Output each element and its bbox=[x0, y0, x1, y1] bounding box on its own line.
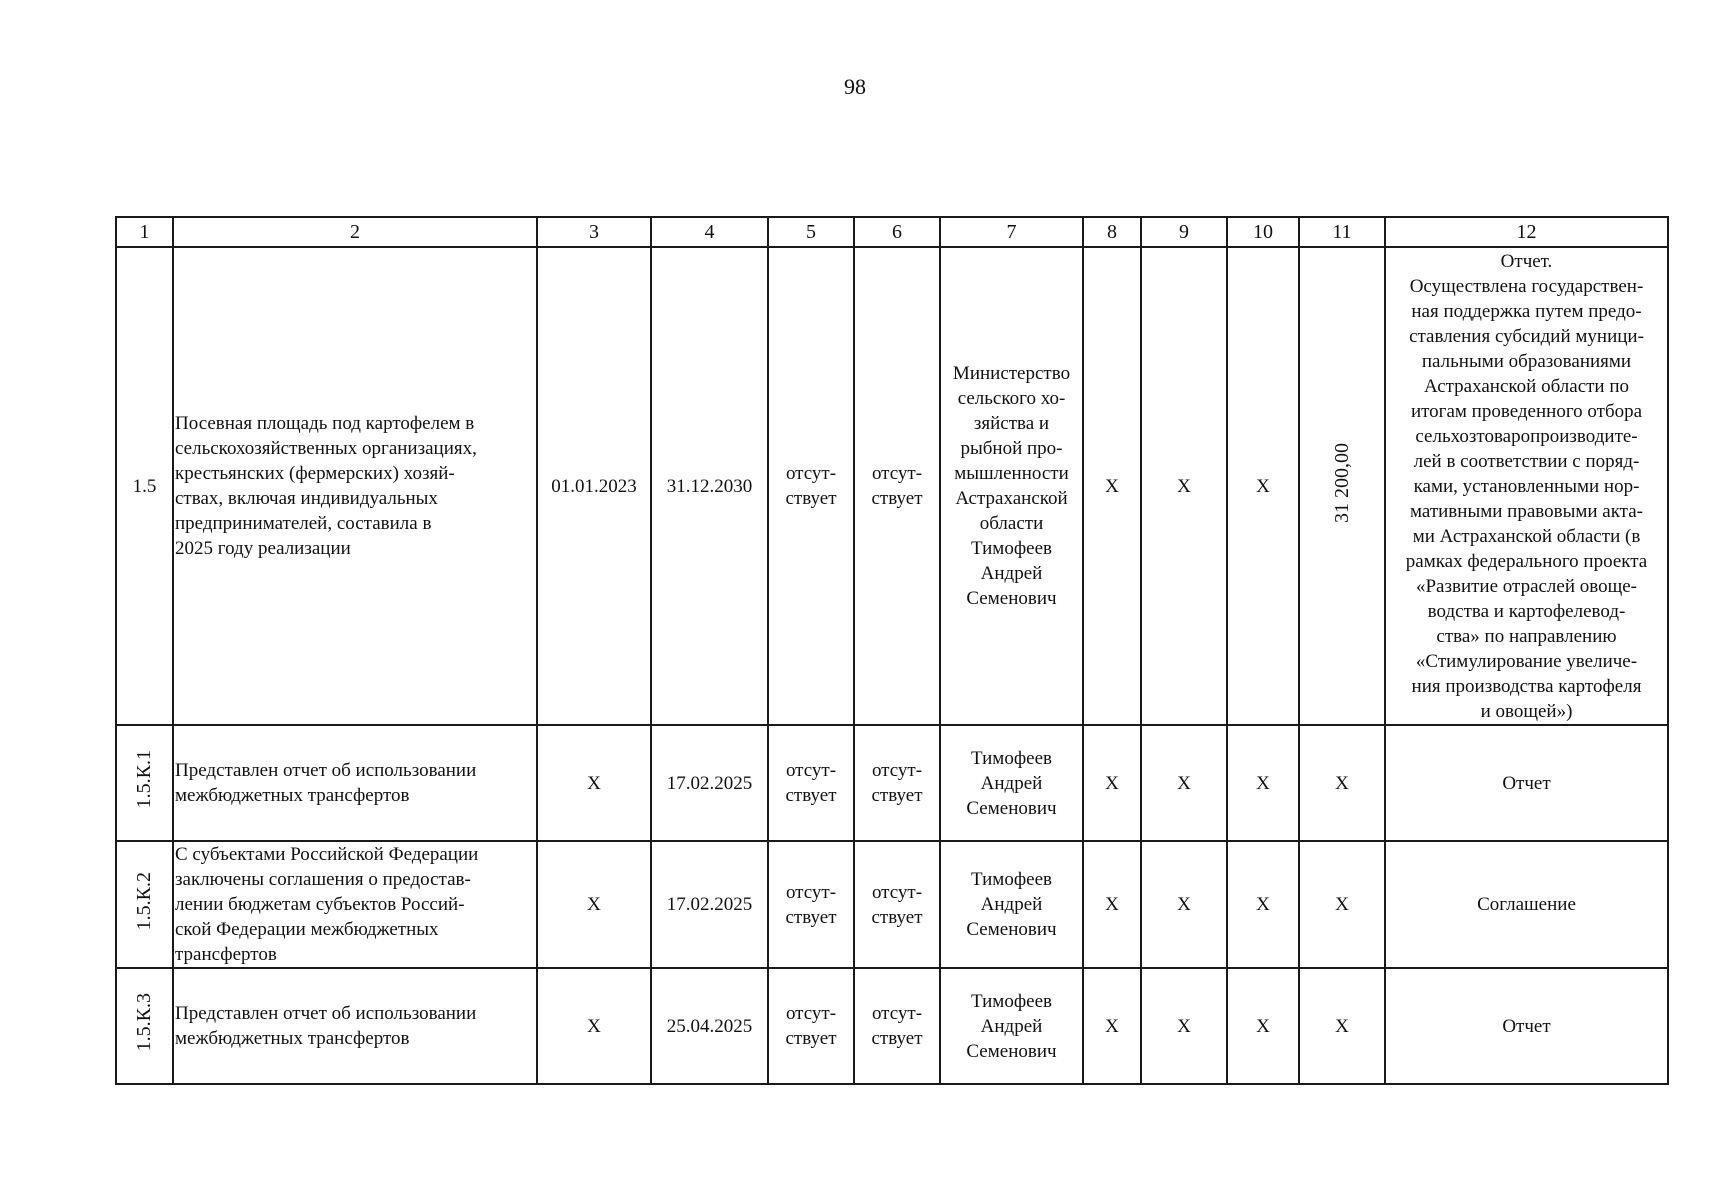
row-end-date: 25.04.2025 bbox=[651, 968, 768, 1084]
row-col9: X bbox=[1141, 725, 1227, 841]
row-col11: X bbox=[1299, 725, 1385, 841]
row-code-cell bbox=[116, 725, 173, 841]
row-responsible: Министерство сельского хо- зяйства и рыбной про- мышленности Астраханской области Тимофеев Андрей Семенович bbox=[940, 247, 1083, 725]
row-col6: отсут- ствует bbox=[854, 247, 940, 725]
row-description: Посевная площадь под картофелем в сельскохозяйственных организациях, крестьянских (фермерских) хозяй- ствах, включая индивидуальных предпринимателей, составила в 2025 году реализации bbox=[173, 247, 537, 725]
row-col9: X bbox=[1141, 247, 1227, 725]
row-end-date: 17.02.2025 bbox=[651, 841, 768, 968]
row-amount: 31 200,00 bbox=[1330, 442, 1353, 523]
row-col9: X bbox=[1141, 968, 1227, 1084]
row-code: 1.5.К.1 bbox=[133, 750, 155, 809]
row-col5: отсут- ствует bbox=[768, 247, 854, 725]
header-cell: 9 bbox=[1141, 217, 1227, 247]
row-col6: отсут- ствует bbox=[854, 725, 940, 841]
row-description: Представлен отчет об использовании межбюджетных трансфертов bbox=[173, 968, 537, 1084]
header-cell: 11 bbox=[1299, 217, 1385, 247]
header-row bbox=[116, 217, 1668, 247]
header-cell: 5 bbox=[768, 217, 854, 247]
table-row bbox=[116, 725, 1668, 841]
row-description: Представлен отчет об использовании межбюджетных трансфертов bbox=[173, 725, 537, 841]
row-description: С субъектами Российской Федерации заключены соглашения о предостав- лении бюджетам субъектов Россий- ской Федерации межбюджетных трансфертов bbox=[173, 841, 537, 968]
row-col10: X bbox=[1227, 841, 1299, 968]
row-col8: X bbox=[1083, 968, 1141, 1084]
row-code-cell bbox=[116, 968, 173, 1084]
row-result: Отчет. Осуществлена государствен- ная поддержка путем предо- ставления субсидий муници- пальными образованиями Астраханской области по итогам проведенного отбора сельхозтоваропроизводите- лей в соответствии с поряд- ками, установленными нор- мативными правовыми акта- ми Астраханской области (в рамках федерального проекта «Развитие отраслей овоще- водства и картофелевод- ства» по направлению «Стимулирование увеличе- ния производства картофеля и овощей») bbox=[1385, 247, 1668, 725]
row-result: Соглашение bbox=[1385, 841, 1668, 968]
row-code-cell bbox=[116, 841, 173, 968]
row-col5: отсут- ствует bbox=[768, 968, 854, 1084]
row-code: 1.5.К.2 bbox=[133, 871, 155, 931]
row-start-date: 01.01.2023 bbox=[537, 247, 651, 725]
row-col10: X bbox=[1227, 247, 1299, 725]
row-responsible: Тимофеев Андрей Семенович bbox=[940, 968, 1083, 1084]
header-cell: 6 bbox=[854, 217, 940, 247]
row-col8: X bbox=[1083, 725, 1141, 841]
row-start-date: X bbox=[537, 841, 651, 968]
row-col5: отсут- ствует bbox=[768, 725, 854, 841]
header-cell: 3 bbox=[537, 217, 651, 247]
plan-table bbox=[115, 216, 1669, 1085]
row-responsible: Тимофеев Андрей Семенович bbox=[940, 841, 1083, 968]
table-row bbox=[116, 247, 1668, 725]
row-col11 bbox=[1299, 247, 1385, 725]
row-col8: X bbox=[1083, 841, 1141, 968]
header-cell: 1 bbox=[116, 217, 173, 247]
row-result: Отчет bbox=[1385, 968, 1668, 1084]
header-cell: 4 bbox=[651, 217, 768, 247]
row-col11: X bbox=[1299, 841, 1385, 968]
page-number: 98 bbox=[844, 74, 866, 99]
row-end-date: 17.02.2025 bbox=[651, 725, 768, 841]
row-start-date: X bbox=[537, 968, 651, 1084]
table-row bbox=[116, 841, 1668, 968]
row-col10: X bbox=[1227, 968, 1299, 1084]
header-cell: 2 bbox=[173, 217, 537, 247]
row-col6: отсут- ствует bbox=[854, 841, 940, 968]
row-col6: отсут- ствует bbox=[854, 968, 940, 1084]
row-col11: X bbox=[1299, 968, 1385, 1084]
header-cell: 10 bbox=[1227, 217, 1299, 247]
row-code: 1.5.К.3 bbox=[133, 993, 155, 1052]
row-col5: отсут- ствует bbox=[768, 841, 854, 968]
header-cell: 7 bbox=[940, 217, 1083, 247]
row-result: Отчет bbox=[1385, 725, 1668, 841]
header-cell: 12 bbox=[1385, 217, 1668, 247]
table-row bbox=[116, 968, 1668, 1084]
row-responsible: Тимофеев Андрей Семенович bbox=[940, 725, 1083, 841]
row-code: 1.5 bbox=[116, 247, 173, 725]
header-cell: 8 bbox=[1083, 217, 1141, 247]
row-col9: X bbox=[1141, 841, 1227, 968]
row-end-date: 31.12.2030 bbox=[651, 247, 768, 725]
row-col8: X bbox=[1083, 247, 1141, 725]
row-col10: X bbox=[1227, 725, 1299, 841]
row-start-date: X bbox=[537, 725, 651, 841]
